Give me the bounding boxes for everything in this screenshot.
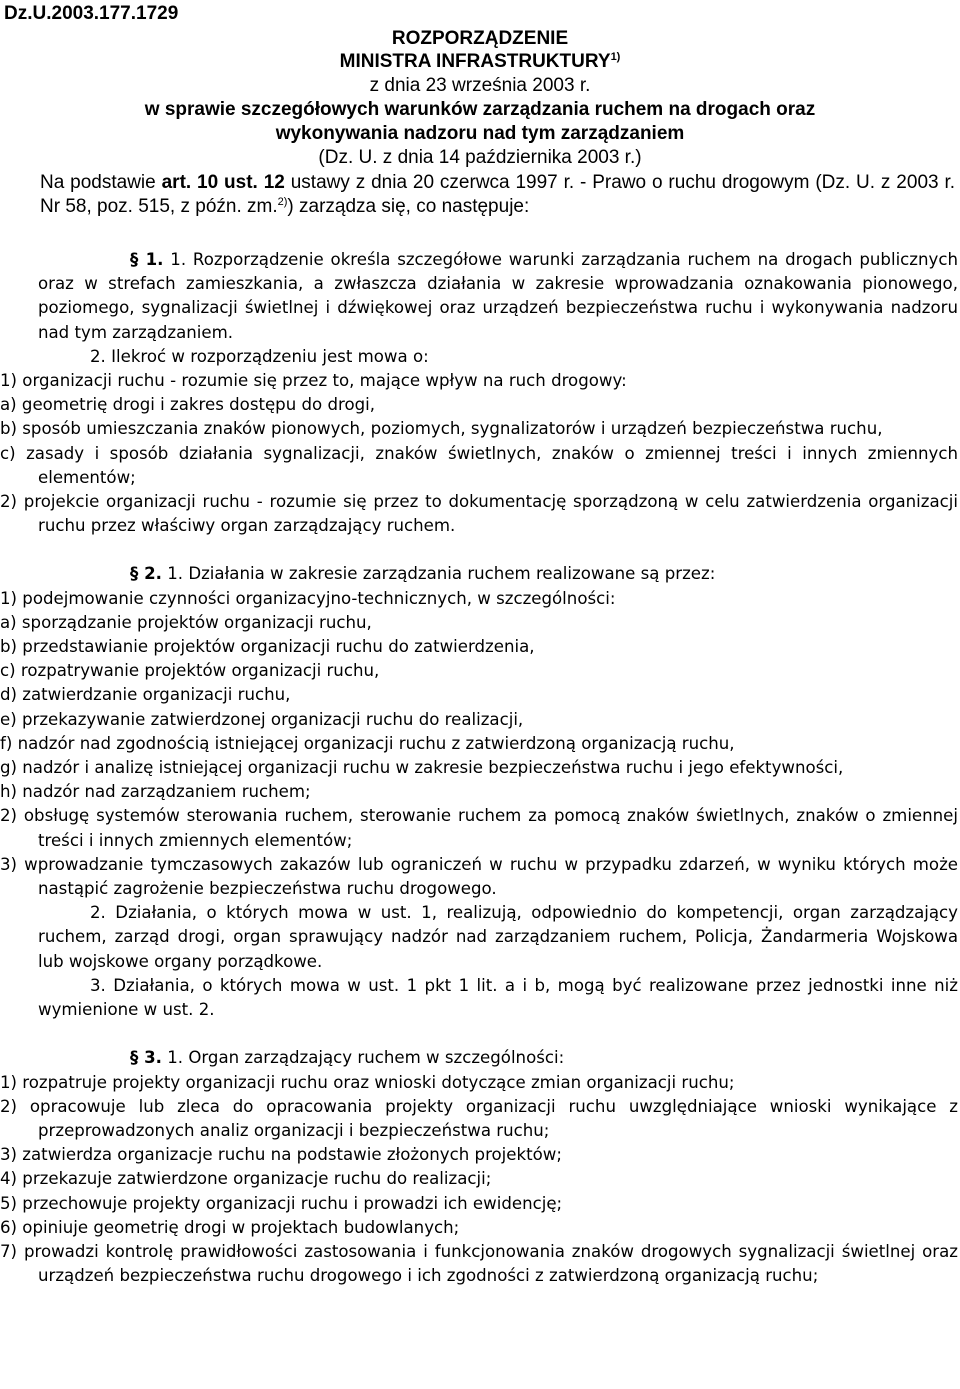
section-2-item: b) przedstawianie projektów organizacji ruchu do zatwierdzenia, bbox=[0, 637, 535, 657]
authority-name: MINISTRA INFRASTRUKTURY bbox=[339, 51, 611, 72]
section-1-item: c) zasady i sposób działania sygnalizacji, znaków świetlnych, znaków o zmiennej treści i innych zmiennych elementów; bbox=[0, 443, 958, 487]
section-3-item: 5) przechowuje projekty organizacji ruchu i prowadzi ich ewidencję; bbox=[0, 1193, 563, 1213]
section-2-item: h) nadzór nad zarządzaniem ruchem; bbox=[0, 782, 311, 802]
section-1-para-1 bbox=[0, 248, 958, 345]
section-3-item: 2) opracowuje lub zleca do opracowania projekty organizacji ruchu uwzględniające wnioski wynikające z przeprowadzonych analiz organizacji i bezpieczeństwa ruchu; bbox=[0, 1096, 958, 1140]
preamble bbox=[40, 171, 955, 219]
section-3-item: 6) opiniuje geometrię drogi w projektach budowlanych; bbox=[0, 1217, 460, 1237]
preamble-legal-basis: art. 10 ust. 12 bbox=[161, 172, 285, 193]
document-subject-line-1: w sprawie szczegółowych warunków zarządzania ruchem na drogach oraz bbox=[144, 99, 816, 120]
section-2-item: 3) wprowadzanie tymczasowych zakazów lub ograniczeń w ruchu w przypadku zdarzeń, w wyniku których może nastąpić zagrożenie bezpieczeństwa ruchu drogowego. bbox=[0, 854, 958, 899]
section-2-item: a) sporządzanie projektów organizacji ruchu, bbox=[0, 612, 372, 632]
section-3-item: 3) zatwierdza organizacje ruchu na podstawie złożonych projektów; bbox=[0, 1145, 562, 1165]
section-3-item: 1) rozpatruje projekty organizacji ruchu oraz wnioski dotyczące zmian organizacji ruchu; bbox=[0, 1072, 735, 1092]
document-body bbox=[0, 248, 958, 1288]
section-1-para-2: 2. Ilekroć w rozporządzeniu jest mowa o: bbox=[90, 346, 429, 366]
section-2-item: e) przekazywanie zatwierdzonej organizacji ruchu do realizacji, bbox=[0, 709, 524, 729]
section-1-item: 2) projekcie organizacji ruchu - rozumie się przez to dokumentację sporządzoną w celu zatwierdzenia organizacji ruchu przez właściwy organ zarządzający ruchem. bbox=[0, 492, 958, 536]
footnote-ref-2: 2) bbox=[277, 196, 288, 208]
section-2-item: c) rozpatrywanie projektów organizacji ruchu, bbox=[0, 661, 380, 681]
section-3-para-1 bbox=[0, 1046, 958, 1070]
document-title: ROZPORZĄDZENIE bbox=[391, 28, 569, 49]
section-3-item: 7) prowadzi kontrolę prawidłowości zastosowania i funkcjonowania znaków drogowych sygnalizacji świetlnej oraz urządzeń bezpieczeństwa ruchu drogowego i ich zgodności z zatwierdzoną organizacją ruchu; bbox=[0, 1241, 958, 1286]
footnote-ref-1: 1) bbox=[610, 51, 621, 63]
section-1-item: a) geometrię drogi i zakres dostępu do drogi, bbox=[0, 395, 376, 415]
section-1-item: 1) organizacji ruchu - rozumie się przez to, mające wpływ na ruch drogowy: bbox=[0, 371, 627, 391]
section-3-para-1-text: 1. Organ zarządzający ruchem w szczególności: bbox=[161, 1048, 565, 1068]
section-2-item: g) nadzór i analizę istniejącej organizacji ruchu w zakresie bezpieczeństwa ruchu i jego efektywności, bbox=[0, 758, 844, 778]
section-1-mark: § 1. bbox=[130, 250, 164, 269]
section-2-item: 2) obsługę systemów sterowania ruchem, sterowanie ruchem za pomocą znaków świetlnych, znaków o zmiennej treści i innych zmiennych elementów; bbox=[0, 806, 958, 850]
document-reference: Dz.U.2003.177.1729 bbox=[4, 3, 179, 24]
preamble-text-1: Na podstawie bbox=[40, 172, 162, 193]
section-3-item: 4) przekazuje zatwierdzone organizacje ruchu do realizacji; bbox=[0, 1169, 492, 1189]
section-2-item: f) nadzór nad zgodnością istniejącej organizacji ruchu z zatwierdzoną organizacją ruchu, bbox=[0, 733, 735, 753]
section-2-item: d) zatwierdzanie organizacji ruchu, bbox=[0, 685, 291, 705]
issuing-authority bbox=[0, 50, 960, 73]
section-2-para-1-text: 1. Działania w zakresie zarządzania ruchem realizowane są przez: bbox=[161, 564, 716, 584]
section-3-mark: § 3. bbox=[130, 1048, 162, 1068]
section-2-para-2: 2. Działania, o których mowa w ust. 1, realizują, odpowiednio do kompetencji, organ zarządzający ruchem, zarząd drogi, organ sprawujący nadzór nad zarządzaniem ruchem, Policja, Żandarmeria Wojskowa lub wojskowe organy porządkowe. bbox=[38, 903, 958, 971]
publication-info: (Dz. U. z dnia 14 października 2003 r.) bbox=[318, 147, 642, 168]
section-2-mark: § 2. bbox=[130, 564, 162, 584]
section-2-para-3: 3. Działania, o których mowa w ust. 1 pkt 1 lit. a i b, mogą być realizowane przez jednostki inne niż wymienione w ust. 2. bbox=[38, 975, 958, 1020]
preamble-text-2: ustawy z dnia 20 czerwca 1997 r. - Prawo o ruchu drogowym (Dz. U. z 2003 r. Nr 58, poz. 515, z późn. zm. bbox=[40, 172, 956, 217]
section-1-para-1-text: 1. Rozporządzenie określa szczegółowe warunki zarządzania ruchem na drogach publicznych oraz w strefach zamieszkania, a zwłaszcza działania w zakresie wprowadzania oznakowania pionowego, poziomego, sygnalizacji świetlnej i dźwiękowej oraz urządzeń bezpieczeństwa ruchu i wykonywania nadzoru nad tym zarządzaniem. bbox=[38, 250, 958, 342]
preamble-text-3: ) zarządza się, co następuje: bbox=[287, 196, 530, 217]
document-date: z dnia 23 września 2003 r. bbox=[369, 75, 591, 96]
document-subject-line-2: wykonywania nadzoru nad tym zarządzaniem bbox=[275, 123, 685, 144]
section-1-item: b) sposób umieszczania znaków pionowych, poziomych, sygnalizatorów i urządzeń bezpieczeństwa ruchu, bbox=[0, 419, 883, 439]
section-2-para-1 bbox=[0, 562, 958, 586]
section-2-item: 1) podejmowanie czynności organizacyjno-technicznych, w szczególności: bbox=[0, 588, 616, 608]
